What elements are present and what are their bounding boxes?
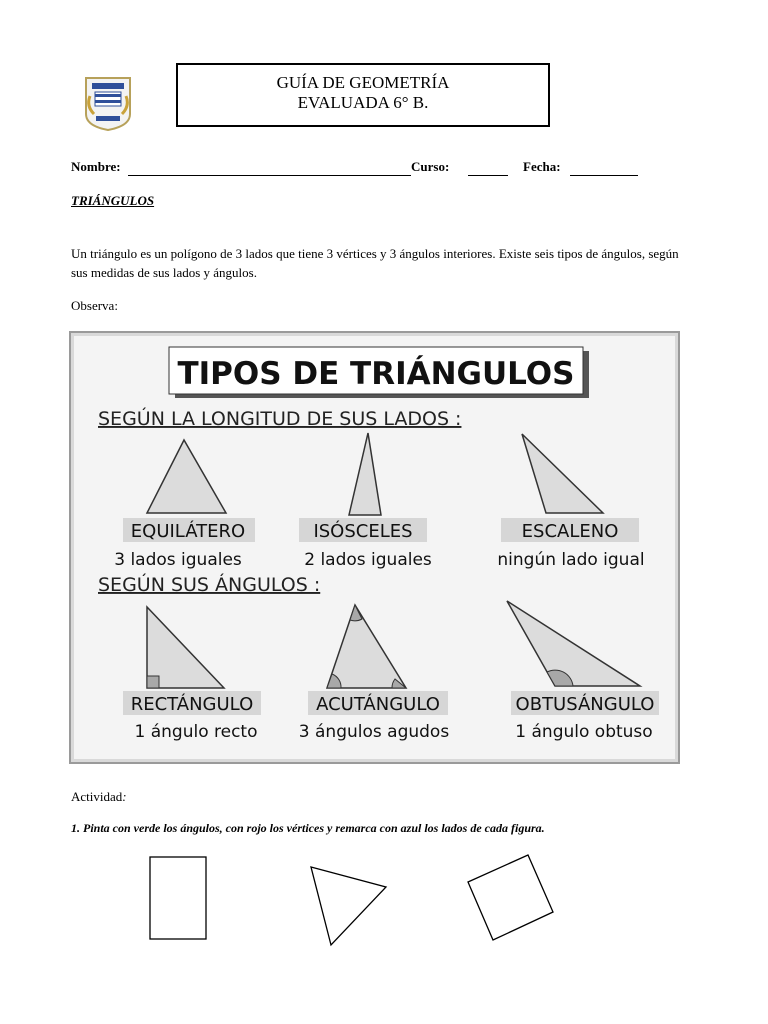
acute-triangle <box>327 605 406 688</box>
date-label: Fecha: <box>523 159 561 174</box>
activity-label <box>71 789 127 805</box>
triangle-types-poster <box>69 331 680 764</box>
observa-label: Observa: <box>71 298 118 313</box>
title-line-1: GUÍA DE GEOMETRÍA <box>276 73 450 92</box>
course-label: Curso: <box>411 159 450 174</box>
equilateral-label: EQUILÁTERO <box>130 521 246 542</box>
scalene-desc: ningún lado igual <box>497 550 645 570</box>
title-box <box>176 63 550 127</box>
angles-heading: SEGÚN SUS ÁNGULOS : <box>98 574 321 596</box>
date-field[interactable] <box>570 175 638 176</box>
school-logo <box>80 74 136 132</box>
intro-paragraph: Un triángulo es un polígono de 3 lados que tiene 3 vértices y 3 ángulos interiores. Existe seis tipos de ángulos, según sus medidas de sus lados y ángulos. <box>71 246 679 280</box>
scalene-triangle <box>522 434 603 513</box>
isosceles-desc: 2 lados iguales <box>304 550 432 570</box>
activity-label-colon: : <box>122 789 127 804</box>
activity-label-text: Actividad <box>71 789 123 804</box>
rectangle-figure[interactable] <box>150 857 206 939</box>
poster-graphic <box>71 333 678 762</box>
equilateral-desc: 3 lados iguales <box>114 550 242 570</box>
triangle-figure[interactable] <box>311 867 386 945</box>
section-title: TRIÁNGULOS <box>71 193 155 208</box>
equilateral-triangle <box>147 440 226 513</box>
square-figure[interactable] <box>468 855 553 940</box>
right-angle-mark <box>147 676 159 688</box>
isosceles-triangle <box>349 433 381 515</box>
obtuse-desc: 1 ángulo obtuso <box>515 722 653 742</box>
acute-label: ACUTÁNGULO <box>316 694 440 715</box>
obtuse-triangle <box>507 601 640 686</box>
scalene-label: ESCALENO <box>521 521 619 542</box>
title-line-2: EVALUADA 6° B. <box>297 93 429 112</box>
activity-shapes <box>0 840 768 960</box>
poster-title: TIPOS DE TRIÁNGULOS <box>177 356 575 392</box>
name-field[interactable] <box>128 175 411 176</box>
sides-heading: SEGÚN LA LONGITUD DE SUS LADOS : <box>98 408 462 430</box>
course-field[interactable] <box>468 175 508 176</box>
name-label: Nombre: <box>71 159 121 174</box>
right-label: RECTÁNGULO <box>130 694 254 715</box>
isosceles-label: ISÓSCELES <box>313 521 413 542</box>
activity-instruction: 1. Pinta con verde los ángulos, con rojo los vértices y remarca con azul los lados de cada figura. <box>71 821 545 835</box>
acute-desc: 3 ángulos agudos <box>298 722 450 742</box>
obtuse-label: OBTUSÁNGULO <box>515 694 655 715</box>
right-desc: 1 ángulo recto <box>134 722 258 742</box>
